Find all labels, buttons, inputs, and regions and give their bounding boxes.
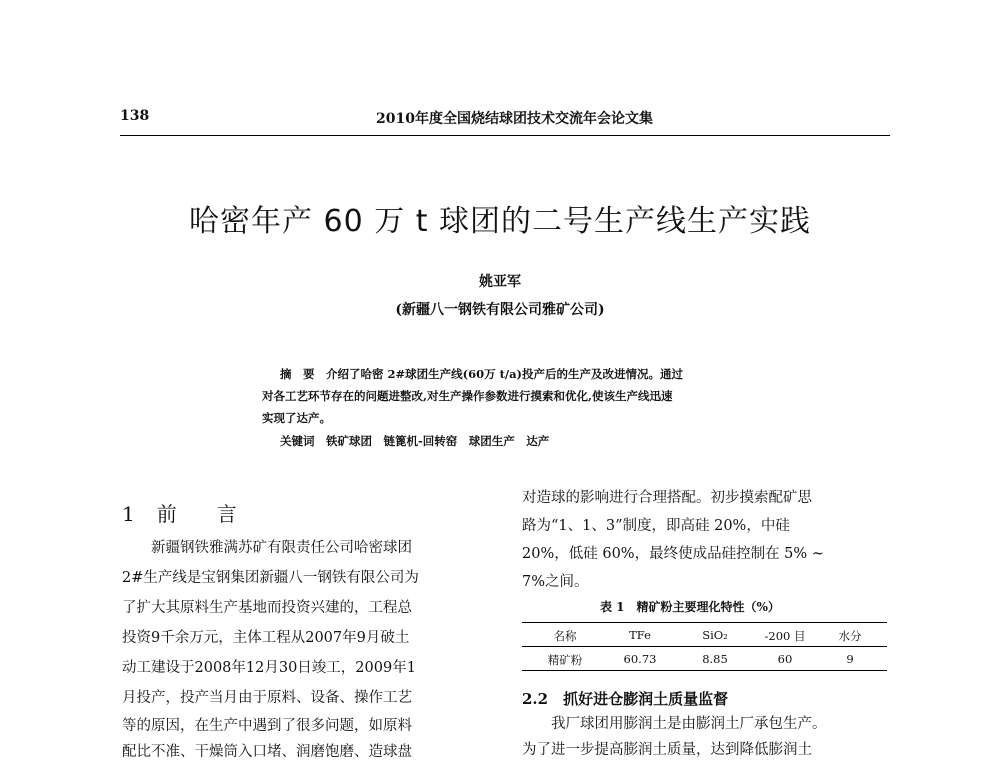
table-cell: 60.73 <box>623 652 657 666</box>
table-rule <box>522 646 887 647</box>
body-text-line: 新疆钢铁雅满苏矿有限责任公司哈密球团 <box>122 540 412 556</box>
table-cell: 精矿粉 <box>547 653 583 667</box>
abstract-line: 摘 要 介绍了哈密 2#球团生产线(60万 t/a)投产后的生产及改进情况。通过 <box>280 367 683 381</box>
body-text-line: 2#生产线是宝钢集团新疆八一钢铁有限公司为 <box>122 570 419 586</box>
section-title-char: 前 <box>156 502 177 526</box>
running-header: 2010年度全国烧结球团技术交流年会论文集 <box>376 111 653 127</box>
body-text-line: 7%之间。 <box>522 574 589 590</box>
body-text-line: 20%，低硅 60%，最终使成品硅控制在 5% ~ <box>522 546 824 562</box>
body-text-line: 对造球的影响进行合理搭配。初步摸索配矿思 <box>522 490 812 506</box>
section-title-char: 言 <box>216 502 237 526</box>
section-heading <box>122 498 237 527</box>
table-header-cell: 名称 <box>553 629 577 643</box>
body-text-line: 等的原因，在生产中遇到了很多问题，如原料 <box>122 718 412 734</box>
abstract-line: 对各工艺环节存在的问题进整改,对生产操作参数进行摸索和优化,使该生产线迅速 <box>262 389 673 403</box>
page-number: 138 <box>120 108 150 124</box>
table-rule <box>522 670 887 671</box>
table-header-cell: 水分 <box>838 629 862 643</box>
body-text-line: 动工建设于2008年12月30日竣工，2009年1 <box>122 660 416 676</box>
body-text-line: 为了进一步提高膨润土质量，达到降低膨润土 <box>522 742 812 758</box>
table-rule <box>522 622 887 623</box>
body-text-line: 了扩大其原料生产基地而投资兴建的，工程总 <box>122 600 412 616</box>
keywords: 关键词 铁矿球团 链篦机-回转窑 球团生产 达产 <box>280 434 550 448</box>
table-header-cell: TFe <box>629 628 651 642</box>
affiliation: (新疆八一钢铁有限公司雅矿公司) <box>395 302 605 318</box>
body-text-line: 我厂球团用膨润土是由膨润土厂承包生产。 <box>522 716 827 732</box>
subsection-heading: 2.2 抓好进仓膨润土质量监督 <box>522 690 729 708</box>
abstract-line: 实现了达产。 <box>262 411 331 425</box>
body-text-line: 月投产，投产当月由于原料、设备、操作工艺 <box>122 690 412 706</box>
paper-title: 哈密年产 60 万 t 球团的二号生产线生产实践 <box>188 204 812 239</box>
table-header-cell: -200 目 <box>764 629 806 643</box>
body-text-line: 投资9千余万元，主体工程从2007年9月破土 <box>122 630 410 646</box>
table-header-cell: SiO₂ <box>702 628 728 642</box>
table-cell: 60 <box>777 652 793 666</box>
body-text-line: 路为“1、1、3”制度，即高硅 20%，中硅 <box>522 518 790 534</box>
section-number: 1 <box>122 502 135 526</box>
table-caption: 表 1 精矿粉主要理化特性（%） <box>600 600 780 614</box>
table-cell: 8.85 <box>702 652 728 666</box>
header-rule <box>120 135 890 136</box>
table-cell: 9 <box>846 652 854 666</box>
author: 姚亚军 <box>479 274 521 290</box>
body-text-line: 配比不准、干燥筒入口堵、润磨饱磨、造球盘 <box>122 744 412 760</box>
